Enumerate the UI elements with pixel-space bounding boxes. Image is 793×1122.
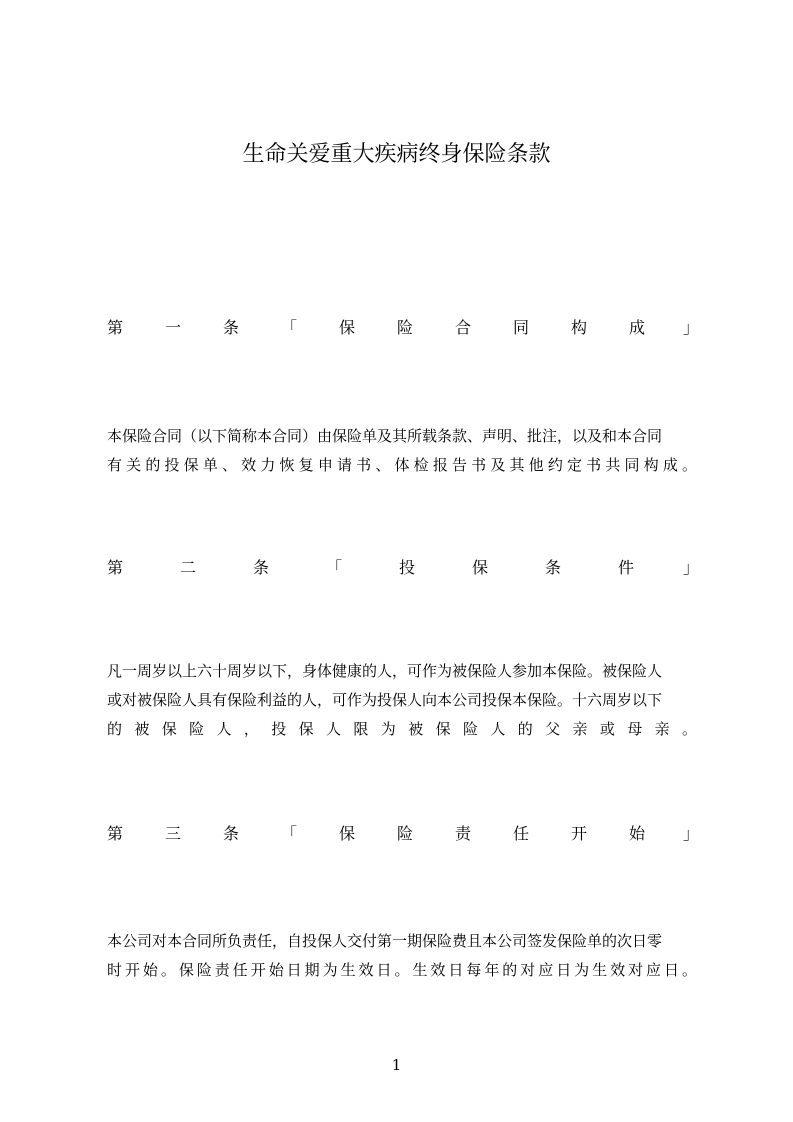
article-2-line: 的被保险人，投保人限为被保险人的父亲或母亲。 [107, 720, 697, 738]
article-1-heading-char: 条 [222, 318, 240, 337]
article-2-line: 凡一周岁以上六十周岁以下，身体健康的人，可作为被保险人参加本保险。被保险人 [107, 662, 663, 680]
article-3-line: 时开始。保险责任开始日期为生效日。生效日每年的对应日为生效对应日。 [107, 961, 697, 979]
article-2-body [107, 657, 697, 744]
article-3-heading-char: 保 [338, 824, 356, 843]
article-3-heading-char: 「 [280, 824, 298, 843]
article-3-heading-char: 责 [454, 824, 472, 843]
document-title: 生命关爱重大疾病终身保险条款 [242, 142, 551, 167]
article-1-heading-char: 成 [628, 318, 646, 337]
article-2-heading-char: 件 [617, 558, 635, 577]
article-2-heading-char: 二 [179, 558, 197, 577]
article-1-heading-char: 一 [164, 318, 182, 337]
article-2-heading-char: 保 [471, 558, 489, 577]
article-3-heading [106, 822, 700, 846]
article-1-heading-char: 构 [570, 318, 588, 337]
article-2-line: 或对被保险人具有保险利益的人，可作为投保人向本公司投保本保险。十六周岁以下 [107, 691, 663, 709]
article-2-heading [106, 556, 700, 580]
article-2-heading-char: 条 [252, 558, 270, 577]
article-1-body [107, 422, 697, 480]
article-3-heading-char: 」 [682, 824, 700, 843]
article-3-heading-char: 条 [222, 824, 240, 843]
article-1-heading-char: 第 [106, 318, 124, 337]
article-3-heading-char: 第 [106, 824, 124, 843]
article-1-heading [106, 316, 700, 340]
article-1-heading-char: 合 [454, 318, 472, 337]
article-2-heading-char: 「 [325, 558, 343, 577]
article-3-heading-char: 三 [164, 824, 182, 843]
article-1-line: 本保险合同（以下简称本合同）由保险单及其所载条款、声明、批注，以及和本合同 [107, 427, 663, 445]
article-1-line: 有关的投保单、效力恢复申请书、体检报告书及其他约定书共同构成。 [107, 456, 697, 474]
article-2-heading-char: 第 [106, 558, 124, 577]
article-3-line: 本公司对本合同所负责任，自投保人交付第一期保险费且本公司签发保险单的次日零 [107, 932, 663, 950]
article-1-heading-char: 同 [512, 318, 530, 337]
article-2-heading-char: 」 [682, 558, 700, 577]
article-1-heading-char: 保 [338, 318, 356, 337]
page-number: 1 [391, 1056, 402, 1074]
article-2-heading-char: 条 [544, 558, 562, 577]
article-3-heading-char: 始 [628, 824, 646, 843]
article-3-heading-char: 任 [512, 824, 530, 843]
article-3-heading-char: 险 [396, 824, 414, 843]
article-1-heading-char: 险 [396, 318, 414, 337]
article-1-heading-char: 」 [682, 318, 700, 337]
article-2-heading-char: 投 [398, 558, 416, 577]
article-3-body [107, 927, 697, 985]
article-3-heading-char: 开 [570, 824, 588, 843]
article-1-heading-char: 「 [280, 318, 298, 337]
